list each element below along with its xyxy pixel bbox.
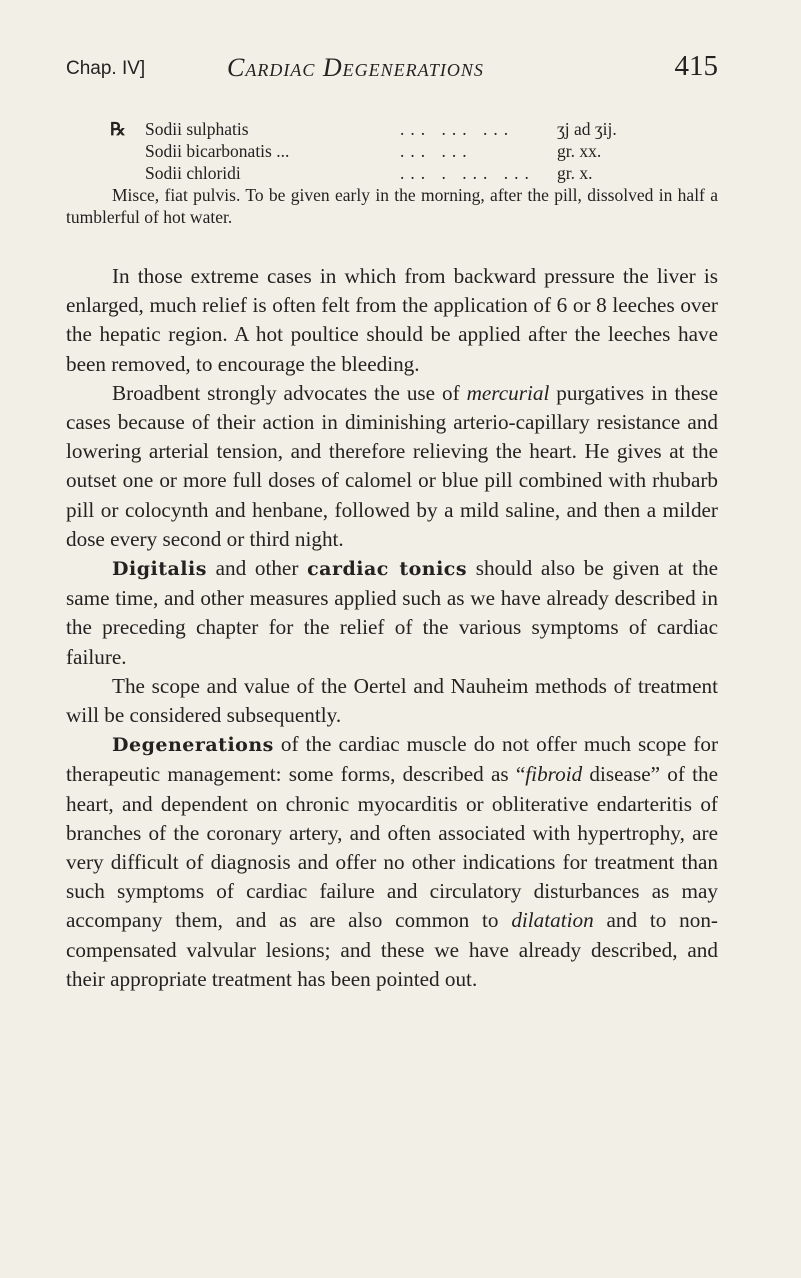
prescription-row: [112, 140, 672, 162]
running-title: Cardiac Degenerations: [227, 53, 484, 82]
emphasis-fibroid: fibroid: [525, 762, 583, 787]
text-run: and to non-compensated valvular lesions; and these we have already described, and their appropriate treatment has been pointed out.: [66, 908, 718, 991]
recipe-symbol: ℞: [110, 119, 126, 139]
paragraph-leeches: In those extreme cases in which from backward pressure the liver is enlarged, much relief is often felt from the application of 6 or 8 leeches over the hepatic region. A hot poultice should be applied after the leeches have been removed, to encourage the bleeding.: [66, 264, 718, 376]
text-run: Broadbent strongly advocates the use of: [112, 380, 467, 405]
leader-dots: ... ... ...: [400, 119, 515, 139]
body-text: [66, 262, 718, 994]
paragraph-digitalis: [66, 554, 718, 672]
paragraph-oertel-nauheim: The scope and value of the Oertel and Nauheim methods of treatment will be considered subsequently.: [66, 673, 718, 728]
paragraph-degenerations: [66, 730, 718, 994]
prescription-directions: Misce, fiat pulvis. To be given early in the morning, after the pill, dissolved in half a tumblerful of hot water.: [66, 185, 718, 227]
page-number: 415: [674, 50, 718, 82]
text-run: should also be given at the same time, and other measures applied such as we have already described in the preceding chapter for the relief of the various symptoms of cardiac failure.: [66, 556, 718, 669]
text-run: and other: [206, 556, 308, 581]
text-run: of the cardiac muscle do not offer much scope for therapeutic management: some forms, described as “: [66, 732, 718, 787]
prescription: [112, 118, 672, 184]
chapter-label: Chap. IV]: [66, 58, 146, 79]
emphasis-dilatation: dilatation: [511, 908, 594, 933]
text-run: disease” of the heart, and dependent on chronic myocarditis or obliterative endarteritis of branches of the coronary artery, and often associated with hypertrophy, are very difficult of diagnosis and offer no other indications for treatment than such symptoms of cardiac failure and circulatory disturbances as may accompany them, and as are also common to: [66, 762, 719, 933]
term-digitalis: Digitalis: [112, 558, 207, 581]
ingredient-dose: gr. x.: [557, 163, 593, 183]
term-degenerations: Degenerations: [112, 734, 274, 757]
ingredient-name: Sodii chloridi: [145, 163, 241, 183]
ingredient-dose: ʒj ad ʒij.: [557, 119, 617, 139]
prescription-row: [112, 118, 672, 140]
leader-dots: ... ...: [400, 141, 473, 161]
text-run: purgatives in these cases because of their action in diminishing arterio-capillary resistance and lowering arterial tension, and therefore relieving the heart. He gives at the outset one or more full doses of calomel or blue pill combined with rhubarb pill or colocynth and henbane, followed by a mild saline, and then a milder dose every second or third night.: [66, 380, 719, 551]
paragraph-purgatives: [66, 379, 718, 554]
page-header: [66, 50, 718, 100]
emphasis-mercurial: mercurial: [466, 380, 550, 405]
ingredient-dose: gr. xx.: [557, 141, 602, 161]
term-cardiac-tonics: cardiac tonics: [307, 558, 468, 581]
leader-dots: ... . ... ...: [400, 163, 535, 183]
prescription-row: [112, 162, 672, 184]
ingredient-name: Sodii bicarbonatis ...: [145, 141, 290, 161]
ingredient-name: Sodii sulphatis: [145, 119, 249, 139]
